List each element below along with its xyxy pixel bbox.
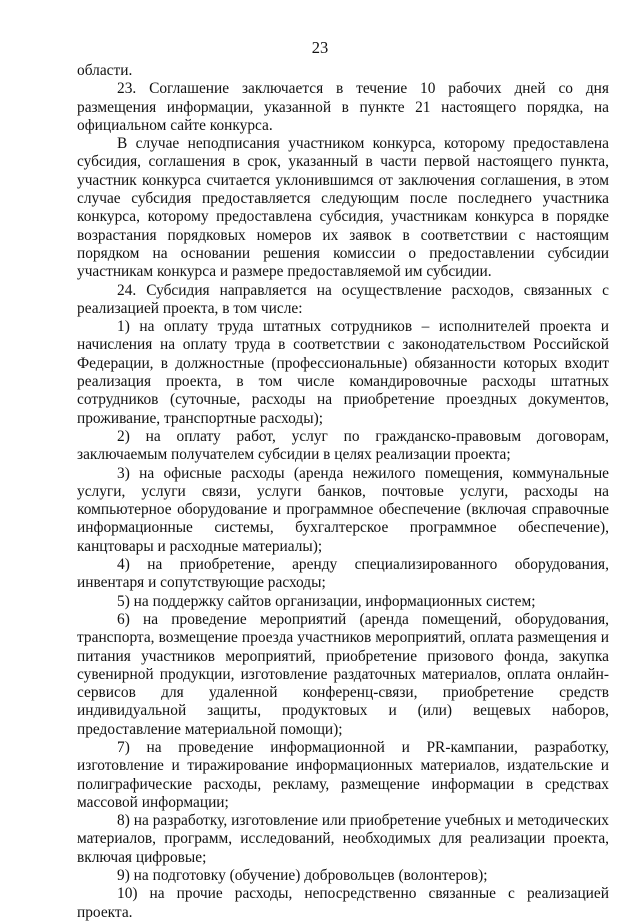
list-item-4: 4) на приобретение, аренду специализированного оборудования, инвентаря и сопутствующие расходы; bbox=[77, 556, 609, 592]
document-body bbox=[77, 62, 609, 922]
list-item-2: 2) на оплату работ, услуг по гражданско-правовым договорам, заключаемым получателем субсидии в целях реализации проекта; bbox=[77, 427, 609, 464]
page-number: 23 bbox=[311, 38, 329, 57]
paragraph-continuation: области. bbox=[77, 62, 133, 79]
paragraph-clause-23: 23. Соглашение заключается в течение 10 рабочих дней со дня размещения информации, указанной в пункте 21 настоящего порядка, на официальном сайте конкурса. bbox=[77, 80, 609, 134]
list-item-8: 8) на разработку, изготовление или приобретение учебных и методических материалов, программ, исследований, необходимых для реализации проекта, включая цифровые; bbox=[77, 812, 609, 866]
list-item-5: 5) на поддержку сайтов организации, информационных систем; bbox=[117, 592, 536, 610]
paragraph-clause-23-refusal: В случае неподписания участником конкурса, которому предоставлена субсидия, соглашения в срок, указанный в части первой настоящего пункта, участник конкурса считается уклонившимся от заключения соглашения, в этом случае субсидия предоставляется следующим после последнего участника конкурса, которому предоставлена субсидия, участникам конкурса в порядке возрастания порядковых номеров их заявок в соответствии с настоящим порядком на основании решения комиссии о предоставлении субсидии участникам конкурса и размере предоставляемой им субсидии. bbox=[77, 135, 609, 281]
list-item-7: 7) на проведение информационной и PR-кампании, разработку, изготовление и тиражирование информационных материалов, издательские и полиграфические расходы, рекламу, размещение информации в средствах массовой информации; bbox=[77, 738, 609, 811]
list-item-1: 1) на оплату труда штатных сотрудников – исполнителей проекта и начисления на оплату труда в соответствии с законодательством Российской Федерации, в должностные (профессиональные) обязанности которых входит реализация проекта, в том числе командировочные расходы штатных сотрудников (суточные, расходы на приобретение проездных документов, проживание, транспортные расходы); bbox=[77, 318, 609, 427]
list-item-6: 6) на проведение мероприятий (аренда помещений, оборудования, транспорта, возмещение проезда участников мероприятий, оплата размещения и питания участников мероприятий, приобретение призового фонда, закупка сувенирной продукции, изготовление раздаточных материалов, оплата онлайн-сервисов для удаленной конференц-связи, приобретение средств индивидуальной защиты, продуктовых и (или) вещевых наборов, предоставление материальной помощи); bbox=[77, 610, 609, 738]
paragraph-clause-24: 24. Субсидия направляется на осуществление расходов, связанных с реализацией проекта, в том числе: bbox=[77, 281, 609, 317]
list-item-10: 10) на прочие расходы, непосредственно связанные с реализацией проекта. bbox=[77, 885, 609, 921]
list-item-9: 9) на подготовку (обучение) добровольцев (волонтеров); bbox=[117, 867, 488, 885]
list-item-3: 3) на офисные расходы (аренда нежилого помещения, коммунальные услуги, услуги связи, услуги банков, почтовые услуги, расходы на компьютерное оборудование и программное обеспечение (включая справочные информационные системы, бухгалтерское программное обеспечение), канцтовары и расходные материалы); bbox=[77, 464, 609, 555]
